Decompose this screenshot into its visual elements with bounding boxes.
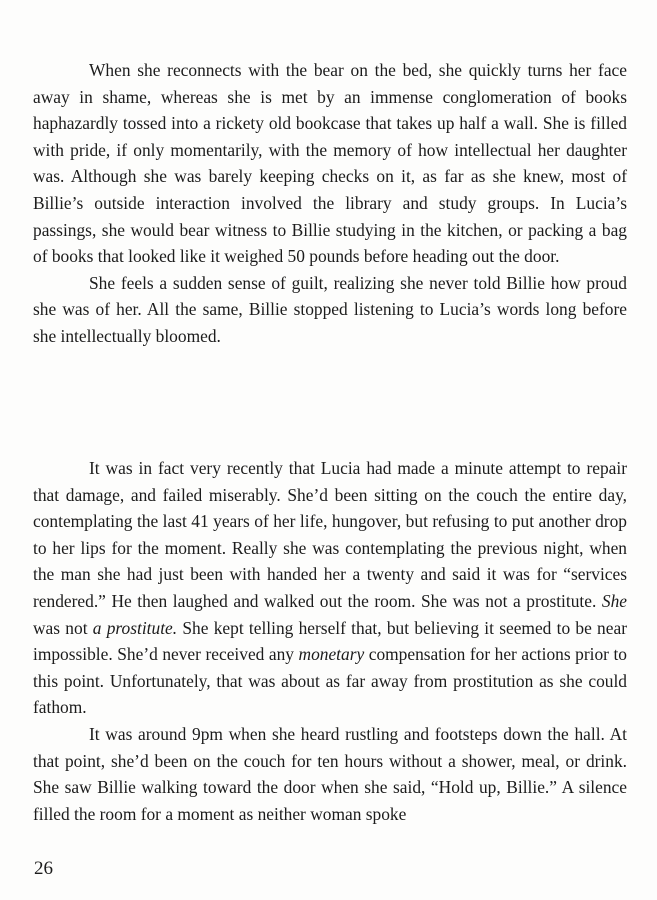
emphasis-she: She xyxy=(601,590,627,611)
paragraph-couch-text-c: She kept telling herself that, but believing it seemed to be near impossible. She’d never received any xyxy=(33,617,627,665)
paragraph-bookcase: When she reconnects with the bear on the bed, she quickly turns her face away in shame, whereas she is met by an immense conglomeration of books haphazardly tossed into a rickety old bookcase that takes up half a wall. She is filled with pride, if only momentarily, with the memory of how intellectual her daughter was. Although she was barely keeping checks on it, as far as she knew, most of Billie’s outside interaction involved the library and study groups. In Lucia’s passings, she would bear witness to Billie studying in the kitchen, or packing a bag of books that looked like it weighed 50 pounds before heading out the door. xyxy=(33,60,627,267)
paragraph-couch-text-d: compensation for her actions prior to this point. Unfortunately, that was about as far away from prostitution as she could fathom. xyxy=(33,644,627,718)
paragraph-hallway: It was around 9pm when she heard rustling and footsteps down the hall. At that point, she’d been on the couch for ten hours without a shower, meal, or drink. She saw Billie walking toward the door when she said, “Hold up, Billie.” A silence filled the room for a moment as neither woman spoke xyxy=(33,723,627,824)
emphasis-monetary: monetary xyxy=(298,644,365,665)
page-number: 26 xyxy=(34,858,53,879)
paragraph-guilt: She feels a sudden sense of guilt, realizing she never told Billie how proud she was of her. All the same, Billie stopped listening to Lucia’s words long before she intellectually bloomed. xyxy=(33,272,627,346)
section-one xyxy=(33,57,627,350)
section-two xyxy=(33,455,627,827)
paragraph-couch-text-a: It was in fact very recently that Lucia had made a minute attempt to repair that damage, and failed miserably. She’d been sitting on the couch the entire day, contemplating the last 41 years of her life, hungover, but refusing to put another drop to her lips for the moment. Really she was contemplating the previous night, when the man she had just been with handed her a twenty and said it was for “services rendered.” He then laughed and walked out the room. She was not a prostitute. xyxy=(33,458,627,611)
paragraph-couch xyxy=(33,455,627,721)
emphasis-prostitute: a prostitute. xyxy=(92,617,178,638)
paragraph-couch-text-b: was not xyxy=(33,617,93,638)
